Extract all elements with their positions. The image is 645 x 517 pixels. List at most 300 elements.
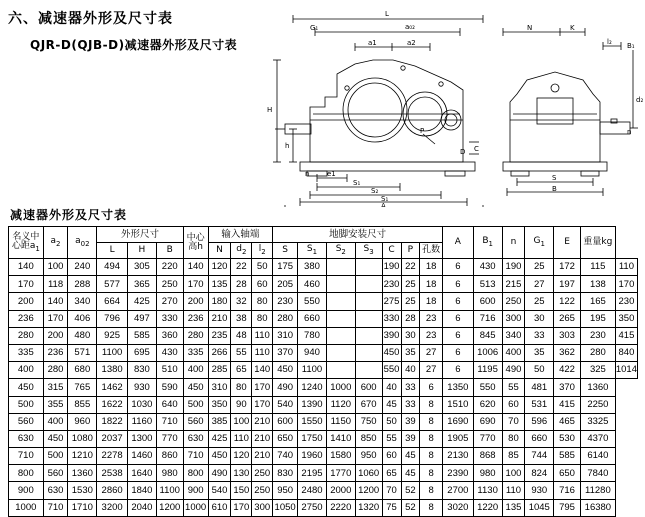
- table-cell: 100: [502, 465, 525, 482]
- th-C: C: [382, 243, 401, 259]
- table-cell: 740: [273, 448, 298, 465]
- table-cell: 422: [554, 362, 581, 379]
- table-cell: 1000: [326, 379, 355, 396]
- table-body: [9, 259, 638, 517]
- table-cell: 1000: [183, 499, 208, 516]
- svg-text:a2: a2: [407, 39, 416, 47]
- table-cell: 494: [97, 259, 128, 276]
- table-cell: 664: [97, 293, 128, 310]
- table-cell: 3200: [97, 499, 128, 516]
- table-cell: 6: [420, 379, 443, 396]
- table-cell: 630: [183, 430, 208, 447]
- table-cell: 230: [382, 276, 401, 293]
- table-cell: 1300: [127, 430, 156, 447]
- table-cell: 744: [525, 448, 554, 465]
- table-cell: 830: [127, 362, 156, 379]
- table-cell: 490: [273, 379, 298, 396]
- table-cell: 6140: [580, 448, 615, 465]
- table-cell: 630: [43, 482, 68, 499]
- table-cell: 8: [420, 499, 443, 516]
- table-cell: 390: [382, 327, 401, 344]
- table-cell: 280: [273, 310, 298, 327]
- table-cell: 1750: [298, 430, 327, 447]
- svg-text:S: S: [552, 174, 557, 182]
- table-cell: 571: [68, 344, 97, 361]
- table-cell: 75: [382, 499, 401, 516]
- table-cell: 22: [401, 259, 420, 276]
- table-cell: 240: [68, 259, 97, 276]
- table-cell: 25: [525, 293, 554, 310]
- table-cell: 140: [43, 293, 68, 310]
- table-cell: 1690: [442, 413, 473, 430]
- th-group-input-shaft: 输入轴端: [208, 227, 273, 243]
- table-cell: 6: [442, 276, 473, 293]
- table-cell: 497: [127, 310, 156, 327]
- table-cell: 6: [442, 327, 473, 344]
- table-cell: 1150: [326, 413, 355, 430]
- table-cell: 670: [355, 396, 382, 413]
- table-cell: 118: [43, 276, 68, 293]
- table-cell: 45: [401, 465, 420, 482]
- table-cell: 900: [9, 482, 44, 499]
- table-cell: 11280: [580, 482, 615, 499]
- dimension-table-wrapper: [8, 226, 638, 517]
- table-row: [9, 499, 638, 516]
- table-cell: 25: [401, 276, 420, 293]
- table-cell: 630: [9, 430, 44, 447]
- svg-text:B: B: [552, 185, 557, 193]
- page-subtitle: QJR-D(QJB-D)减速器外形及尺寸表: [30, 38, 238, 52]
- table-cell: 236: [9, 310, 44, 327]
- table-cell: 180: [208, 293, 231, 310]
- table-cell: 490: [208, 465, 231, 482]
- table-cell: 640: [156, 396, 183, 413]
- table-cell: 170: [231, 499, 252, 516]
- table-cell: 1320: [355, 499, 382, 516]
- table-cell: 1045: [525, 499, 554, 516]
- table-cell: 1530: [68, 482, 97, 499]
- table-cell: 330: [382, 310, 401, 327]
- table-cell: 210: [252, 448, 273, 465]
- gearbox-dimension-drawing: [255, 2, 643, 207]
- table-cell: 170: [9, 276, 44, 293]
- table-cell: 860: [156, 448, 183, 465]
- table-cell: 385: [208, 413, 231, 430]
- table-cell: 600: [355, 379, 382, 396]
- table-row: [9, 362, 638, 379]
- table-cell: 695: [127, 344, 156, 361]
- svg-text:A: A: [381, 202, 386, 207]
- table-cell: 600: [273, 413, 298, 430]
- table-cell: 1390: [298, 396, 327, 413]
- table-cell: 450: [9, 379, 44, 396]
- table-cell: 250: [252, 482, 273, 499]
- table-cell: 415: [554, 396, 581, 413]
- table-cell: 1160: [127, 413, 156, 430]
- table-cell: 460: [298, 276, 327, 293]
- table-cell: 1710: [68, 499, 97, 516]
- table-cell: 2220: [326, 499, 355, 516]
- table-cell: 60: [252, 276, 273, 293]
- table-row: [9, 293, 638, 310]
- table-cell: 300: [502, 310, 525, 327]
- table-cell: 275: [382, 293, 401, 310]
- table-cell: 750: [355, 413, 382, 430]
- table-cell: 265: [554, 310, 581, 327]
- table-cell: 770: [473, 430, 502, 447]
- table-cell: 980: [156, 465, 183, 482]
- table-cell: 8: [420, 413, 443, 430]
- th-a02: $a_{02}$: [68, 227, 97, 259]
- svg-text:B₁: B₁: [627, 42, 635, 50]
- table-cell: 531: [525, 396, 554, 413]
- table-cell: 450: [208, 448, 231, 465]
- table-cell: 795: [554, 499, 581, 516]
- table-cell: 868: [473, 448, 502, 465]
- table-cell: 110: [231, 430, 252, 447]
- table-cell: 360: [156, 327, 183, 344]
- table-cell: 1100: [298, 362, 327, 379]
- table-cell: 170: [252, 396, 273, 413]
- table-cell: 23: [420, 310, 443, 327]
- table-cell: 1120: [326, 396, 355, 413]
- th-weight: 重量kg: [580, 227, 615, 259]
- table-cell: 280: [580, 344, 615, 361]
- table-cell: 620: [473, 396, 502, 413]
- table-cell: [326, 362, 355, 379]
- table-cell: 2700: [442, 482, 473, 499]
- table-cell: 16380: [580, 499, 615, 516]
- table-cell: 510: [156, 362, 183, 379]
- table-cell: 280: [9, 327, 44, 344]
- svg-text:L: L: [385, 10, 389, 18]
- table-cell: 370: [273, 344, 298, 361]
- table-cell: 406: [68, 310, 97, 327]
- table-cell: 1550: [298, 413, 327, 430]
- table-cell: 170: [252, 379, 273, 396]
- table-cell: 500: [43, 448, 68, 465]
- th-G1: $G_1$: [525, 227, 554, 259]
- table-cell: 560: [9, 413, 44, 430]
- table-cell: 140: [9, 259, 44, 276]
- table-cell: 1460: [127, 448, 156, 465]
- table-cell: 560: [183, 413, 208, 430]
- table-cell: 350: [615, 310, 637, 327]
- table-cell: 110: [615, 259, 637, 276]
- table-cell: 490: [502, 362, 525, 379]
- table-cell: 2000: [326, 482, 355, 499]
- table-cell: 2390: [442, 465, 473, 482]
- table-cell: 27: [420, 344, 443, 361]
- table-cell: 122: [554, 293, 581, 310]
- table-cell: 1380: [97, 362, 128, 379]
- table-cell: 800: [183, 465, 208, 482]
- table-cell: 130: [231, 465, 252, 482]
- table-cell: 1822: [97, 413, 128, 430]
- svg-text:K: K: [570, 24, 575, 32]
- table-cell: 40: [401, 362, 420, 379]
- table-cell: 120: [231, 448, 252, 465]
- th-a2: $a_2$: [43, 227, 68, 259]
- table-cell: 450: [183, 379, 208, 396]
- table-cell: 2278: [97, 448, 128, 465]
- table-cell: [355, 259, 382, 276]
- table-cell: 266: [208, 344, 231, 361]
- table-cell: 1000: [9, 499, 44, 516]
- table-cell: 960: [68, 413, 97, 430]
- table-cell: 770: [156, 430, 183, 447]
- table-cell: 765: [68, 379, 97, 396]
- table-cell: 1360: [68, 465, 97, 482]
- table-cell: 210: [252, 430, 273, 447]
- table-cell: 650: [554, 465, 581, 482]
- table-row: [9, 465, 638, 482]
- table-cell: 80: [252, 310, 273, 327]
- table-cell: 110: [252, 327, 273, 344]
- table-cell: 2040: [127, 499, 156, 516]
- table-cell: 150: [231, 482, 252, 499]
- table-cell: 710: [9, 448, 44, 465]
- table-cell: 830: [273, 465, 298, 482]
- table-cell: 610: [208, 499, 231, 516]
- table-cell: 365: [127, 276, 156, 293]
- table-cell: 200: [43, 327, 68, 344]
- table-cell: 25: [525, 259, 554, 276]
- table-cell: 370: [554, 379, 581, 396]
- table-cell: 8: [420, 465, 443, 482]
- table-cell: 600: [473, 293, 502, 310]
- th-N: N: [208, 243, 231, 259]
- table-cell: 165: [580, 293, 615, 310]
- table-cell: 315: [43, 379, 68, 396]
- table-cell: 310: [208, 379, 231, 396]
- table-cell: 80: [252, 293, 273, 310]
- table-cell: 22: [231, 259, 252, 276]
- table-cell: 425: [208, 430, 231, 447]
- table-cell: 50: [252, 259, 273, 276]
- th-d2: $d_2$: [231, 243, 252, 259]
- table-cell: [355, 344, 382, 361]
- table-cell: 52: [401, 482, 420, 499]
- table-cell: 400: [502, 344, 525, 361]
- th-S1: $S_1$: [298, 243, 327, 259]
- table-cell: 800: [9, 465, 44, 482]
- table-cell: 235: [208, 327, 231, 344]
- table-cell: 780: [298, 327, 327, 344]
- table-cell: 1080: [68, 430, 97, 447]
- table-cell: 6: [442, 344, 473, 361]
- svg-text:D: D: [460, 148, 466, 156]
- table-cell: 6: [442, 259, 473, 276]
- table-cell: 220: [156, 259, 183, 276]
- table-cell: 355: [43, 396, 68, 413]
- table-cell: 80: [231, 379, 252, 396]
- th-S3: $S_3$: [355, 243, 382, 259]
- table-cell: 550: [382, 362, 401, 379]
- table-cell: 45: [401, 448, 420, 465]
- table-cell: 680: [68, 362, 97, 379]
- table-cell: 33: [401, 396, 420, 413]
- table-cell: 35: [525, 344, 554, 361]
- table-cell: 925: [97, 327, 128, 344]
- table-cell: 50: [382, 413, 401, 430]
- th-S2: $S_2$: [326, 243, 355, 259]
- table-row: [9, 344, 638, 361]
- table-cell: 170: [183, 276, 208, 293]
- table-cell: 480: [68, 327, 97, 344]
- table-cell: 138: [580, 276, 615, 293]
- table-cell: [355, 362, 382, 379]
- table-cell: 550: [473, 379, 502, 396]
- table-cell: 70: [382, 482, 401, 499]
- table-cell: [326, 344, 355, 361]
- table-cell: 335: [183, 344, 208, 361]
- table-cell: 585: [127, 327, 156, 344]
- table-cell: 236: [43, 344, 68, 361]
- table-cell: 288: [68, 276, 97, 293]
- table-cell: 1770: [326, 465, 355, 482]
- table-cell: [355, 276, 382, 293]
- table-cell: 210: [208, 310, 231, 327]
- table-head: [9, 227, 638, 259]
- table-cell: 362: [554, 344, 581, 361]
- table-cell: 8: [420, 482, 443, 499]
- table-cell: 230: [580, 327, 615, 344]
- table-cell: 18: [420, 276, 443, 293]
- table-cell: 85: [502, 448, 525, 465]
- th-B1: $B_1$: [473, 227, 502, 259]
- table-cell: 1050: [273, 499, 298, 516]
- table-cell: 596: [525, 413, 554, 430]
- th-S: S: [273, 243, 298, 259]
- table-cell: 30: [525, 310, 554, 327]
- table-cell: 540: [273, 396, 298, 413]
- table-cell: 481: [525, 379, 554, 396]
- table-cell: 39: [401, 430, 420, 447]
- table-cell: 3325: [580, 413, 615, 430]
- table-cell: 6: [442, 293, 473, 310]
- th-B: B: [156, 243, 183, 259]
- table-cell: 1905: [442, 430, 473, 447]
- table-head-row-1: [9, 227, 638, 243]
- table-cell: 1200: [355, 482, 382, 499]
- table-cell: 540: [208, 482, 231, 499]
- table-cell: [326, 293, 355, 310]
- table-cell: 1210: [68, 448, 97, 465]
- th-n: n: [502, 227, 525, 259]
- table-cell: 28: [401, 310, 420, 327]
- table-cell: 650: [273, 430, 298, 447]
- table-cell: 215: [502, 276, 525, 293]
- table-cell: 303: [554, 327, 581, 344]
- table-cell: 2130: [442, 448, 473, 465]
- table-cell: 340: [502, 327, 525, 344]
- table-cell: 1350: [442, 379, 473, 396]
- page-header: [8, 8, 237, 53]
- svg-text:n: n: [627, 128, 632, 136]
- th-center-distance: 名义中 心距$a_1$: [9, 227, 44, 259]
- table-cell: 65: [231, 362, 252, 379]
- svg-text:a1: a1: [368, 39, 377, 47]
- table-cell: 2538: [97, 465, 128, 482]
- table-cell: 325: [580, 362, 615, 379]
- table-cell: 55: [502, 379, 525, 396]
- table-cell: 100: [43, 259, 68, 276]
- table-cell: 950: [355, 448, 382, 465]
- th-group-outer-dims: 外形尺寸: [97, 227, 183, 243]
- table-cell: 65: [382, 465, 401, 482]
- table-cell: 350: [208, 396, 231, 413]
- table-cell: 55: [382, 430, 401, 447]
- table-cell: 195: [580, 310, 615, 327]
- table-cell: 190: [382, 259, 401, 276]
- table-cell: 560: [43, 465, 68, 482]
- table-cell: 27: [525, 276, 554, 293]
- table-cell: 1030: [127, 396, 156, 413]
- table-cell: 38: [231, 310, 252, 327]
- table-cell: 33: [401, 379, 420, 396]
- table-cell: 430: [156, 344, 183, 361]
- table-cell: 1462: [97, 379, 128, 396]
- table-cell: 236: [183, 310, 208, 327]
- table-cell: 2860: [97, 482, 128, 499]
- table-cell: 172: [554, 259, 581, 276]
- table-cell: 250: [252, 465, 273, 482]
- table-cell: 513: [473, 276, 502, 293]
- table-cell: 60: [502, 396, 525, 413]
- table-cell: 1100: [156, 482, 183, 499]
- table-cell: 450: [43, 430, 68, 447]
- table-cell: 50: [525, 362, 554, 379]
- th-H: H: [127, 243, 156, 259]
- table-cell: 2195: [298, 465, 327, 482]
- table-cell: 660: [298, 310, 327, 327]
- table-cell: 135: [502, 499, 525, 516]
- table-cell: 250: [156, 276, 183, 293]
- table-row: [9, 276, 638, 293]
- table-cell: 170: [615, 276, 637, 293]
- table-row: [9, 379, 638, 396]
- table-cell: 55: [231, 344, 252, 361]
- svg-text:a₀₂: a₀₂: [405, 23, 415, 31]
- table-cell: 930: [127, 379, 156, 396]
- table-cell: 577: [97, 276, 128, 293]
- table-cell: 285: [208, 362, 231, 379]
- table-cell: [326, 327, 355, 344]
- table-cell: 200: [183, 293, 208, 310]
- table-cell: [355, 293, 382, 310]
- table-cell: 300: [252, 499, 273, 516]
- table-cell: 1060: [355, 465, 382, 482]
- table-cell: 845: [473, 327, 502, 344]
- table-cell: 8: [420, 448, 443, 465]
- table-cell: 400: [9, 362, 44, 379]
- th-l2: $l_2$: [252, 243, 273, 259]
- table-cell: 1580: [326, 448, 355, 465]
- table-cell: 120: [208, 259, 231, 276]
- table-cell: 2037: [97, 430, 128, 447]
- table-cell: 690: [473, 413, 502, 430]
- svg-text:n: n: [305, 170, 310, 178]
- table-cell: 335: [9, 344, 44, 361]
- svg-text:l₂: l₂: [607, 38, 612, 46]
- table-cell: 710: [156, 413, 183, 430]
- table-cell: [355, 327, 382, 344]
- table-cell: 716: [554, 482, 581, 499]
- table-cell: 200: [9, 293, 44, 310]
- table-row: [9, 259, 638, 276]
- table-cell: 140: [252, 362, 273, 379]
